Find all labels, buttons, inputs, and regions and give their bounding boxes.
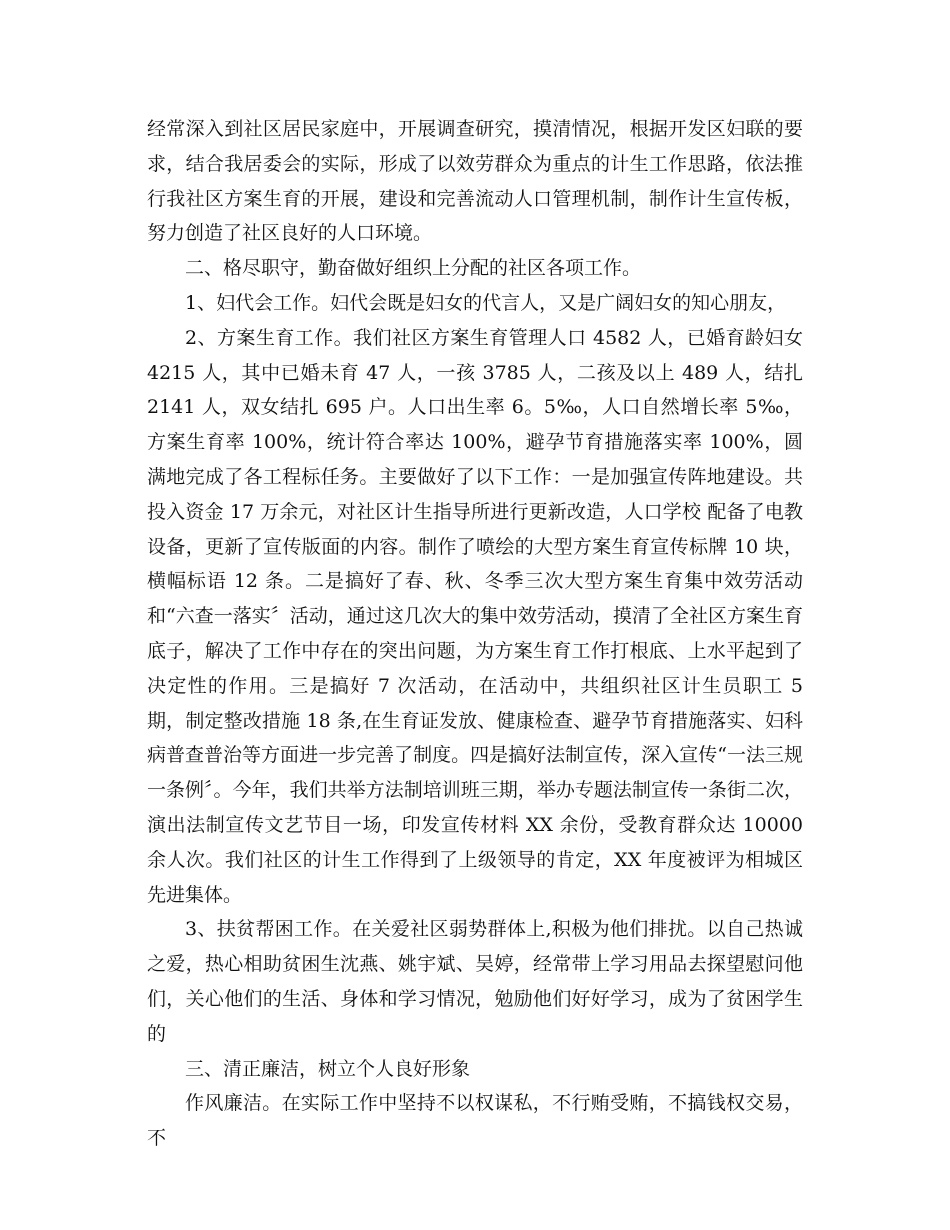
paragraph-poverty-relief: 3、扶贫帮困工作。在关爱社区弱势群体上,积极为他们排扰。以自己热诚之爱，热心相助贫困生沈燕、姚宇斌、吴婷，经常带上学习用品去探望慰问他们，关心他们的生活、身体和学习情况，勉励他们好好学习，成为了贫困学生的 <box>147 918 803 1045</box>
paragraph-integrity: 作风廉洁。在实际工作中坚持不以权谋私，不行贿受贿，不搞钱权交易，不 <box>147 1092 803 1150</box>
section-heading-three: 三、清正廉洁，树立个人良好形象 <box>185 1057 471 1080</box>
paragraph-womens-congress: 1、妇代会工作。妇代会既是妇女的代言人，又是广阔妇女的知心朋友， <box>185 291 787 314</box>
paragraph-intro-continuation: 经常深入到社区居民家庭中，开展调查研究，摸清情况，根据开发区妇联的要求，结合我居委会的实际，形成了以效劳群众为重点的计生工作思路，依法推行我社区方案生育的开展，建设和完善流动人口管理机制，制作计生宣传板，努力创造了社区良好的人口环境。 <box>147 118 803 245</box>
section-heading-two: 二、格尽职守，勤奋做好组织上分配的社区各项工作。 <box>185 257 642 280</box>
document-page <box>147 112 803 1156</box>
paragraph-family-planning: 2、方案生育工作。我们社区方案生育管理人口 4582 人，已婚育龄妇女 4215 人，其中已婚未育 47 人，一孩 3785 人，二孩及以上 489 人，结扎 2141 人，双女结扎 695 户。人口出生率 6。5‰，人口自然增长率 5‰，方案生育率 100%，统计符合率达 100%，避孕节育措施落实率 100%，圆满地完成了各工程标任务。主要做好了以下工作：一是加强宣传阵地建设。共投入资金 17 万余元，对社区计生指导所进行更新改造，人口学校 配备了电教设备，更新了宣传版面的内容。制作了喷绘的大型方案生育宣传标牌 10 块，横幅标语 12 条。二是搞好了春、秋、冬季三次大型方案生育集中效劳活动和“六查一落实〞活动，通过这几次大的集中效劳活动，摸清了全社区方案生育底子，解决了工作中存在的突出问题，为方案生育工作打根底、上水平起到了决定性的作用。三是搞好 7 次活动，在活动中，共组织社区计生员职工 5 期，制定整改措施 18 条,在生育证发放、健康检查、避孕节育措施落实、妇科病普查普治等方面进一步完善了制度。四是搞好法制宣传，深入宣传“一法三规一条例〞。今年，我们共举方法制培训班三期，举办专题法制宣传一条街二次，演出法制宣传文艺节目一场，印发宣传材料 XX 余份，受教育群众达 10000 余人次。我们社区的计生工作得到了上级领导的肯定，XX 年度被评为相城区先进集体。 <box>147 326 803 906</box>
